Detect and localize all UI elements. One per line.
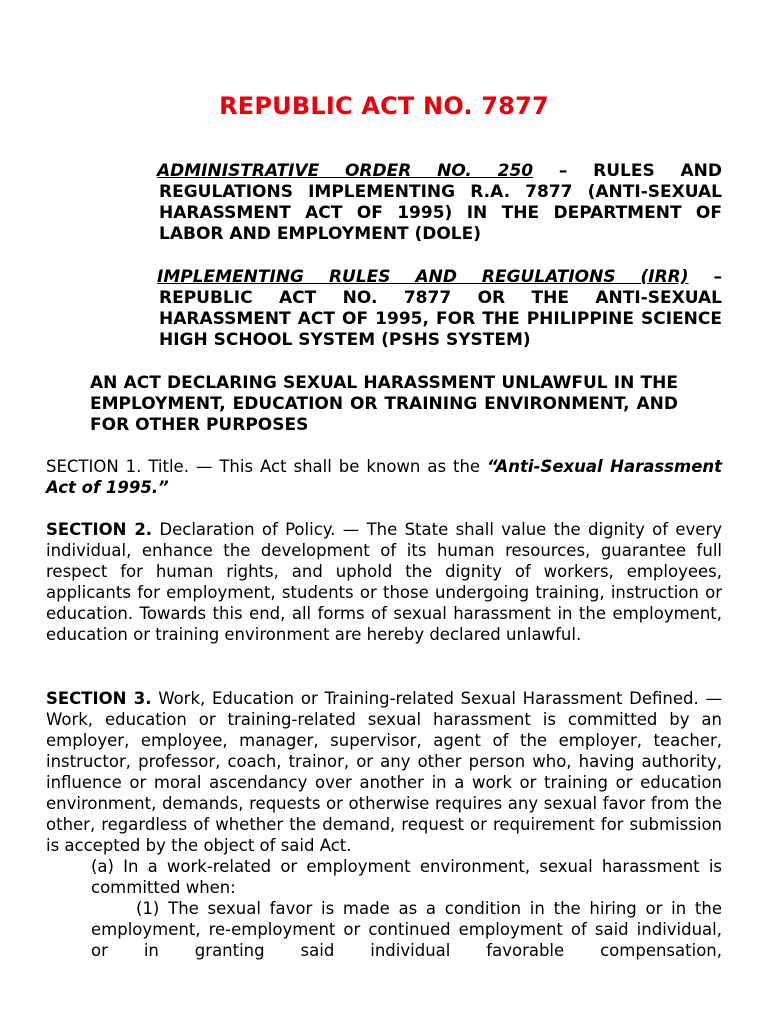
section-1: [46, 456, 722, 498]
section-1-short-title: “Anti-Sexual Harassment Act of 1995.”: [46, 457, 723, 497]
section-2-text: Declaration of Policy. — The State shall value the dignity of every individual, enhance the development of its human resources, guarantee full respect for human rights, and uphold the dignity of workers, employees, applicants for employment, students or those undergoing training, instruction or education. Towards this end, all forms of sexual harassment in the employment, education or training environment are hereby declared unlawful.: [46, 520, 722, 644]
section-1-text: SECTION 1. Title. — This Act shall be known as the: [46, 457, 488, 476]
bullet-item-irr: [145, 267, 722, 351]
section-3-item-a1: (1) The sexual favor is made as a condition in the hiring or in the employment, re-employment or continued employment of said individual, or in granting said individual favorable compensation,: [91, 899, 722, 960]
administrative-order-link[interactable]: ADMINISTRATIVE ORDER NO. 250: [157, 161, 534, 181]
bullet-body-text: REGULATIONS IMPLEMENTING R.A. 7877 (ANTI-SEXUAL HARASSMENT ACT OF 1995) IN THE DEPARTMENT OF LABOR AND EMPLOYMENT (DOLE): [159, 182, 722, 244]
section-3-text: Work, Education or Training-related Sexual Harassment Defined. — Work, education or training-related sexual harassment is committed by an employer, employee, manager, supervisor, agent of the employer, teacher, instructor, professor, coach, trainor, or any other person who, having authority, influence or moral ascendancy over another in a work or training or education environment, demands, requests or otherwise requires any sexual favor from the other, regardless of whether the demand, request or requirement for submission is accepted by the object of said Act.: [46, 689, 722, 855]
section-3-label: SECTION 3.: [46, 689, 152, 708]
section-3-item-a: (a) In a work-related or employment environment, sexual harassment is committed when:: [91, 857, 722, 897]
bullet-body-text: REPUBLIC ACT NO. 7877 OR THE ANTI-SEXUAL HARASSMENT ACT OF 1995, FOR THE PHILIPPINE SCIENCE HIGH SCHOOL SYSTEM (PSHS SYSTEM): [159, 288, 722, 350]
section-2-label: SECTION 2.: [46, 520, 153, 539]
section-2: [46, 519, 722, 645]
irr-link[interactable]: IMPLEMENTING RULES AND REGULATIONS (IRR): [157, 267, 689, 287]
act-heading: AN ACT DECLARING SEXUAL HARASSMENT UNLAWFUL IN THE EMPLOYMENT, EDUCATION OR TRAINING ENVIRONMENT, AND FOR OTHER PURPOSES: [90, 373, 678, 435]
page-title: REPUBLIC ACT NO. 7877: [219, 92, 549, 120]
section-3: [46, 688, 722, 961]
bullet-dash-text: –: [688, 267, 722, 287]
bullet-dash-text: – RULES AND: [533, 161, 722, 181]
bullet-item-administrative-order: [145, 161, 722, 245]
